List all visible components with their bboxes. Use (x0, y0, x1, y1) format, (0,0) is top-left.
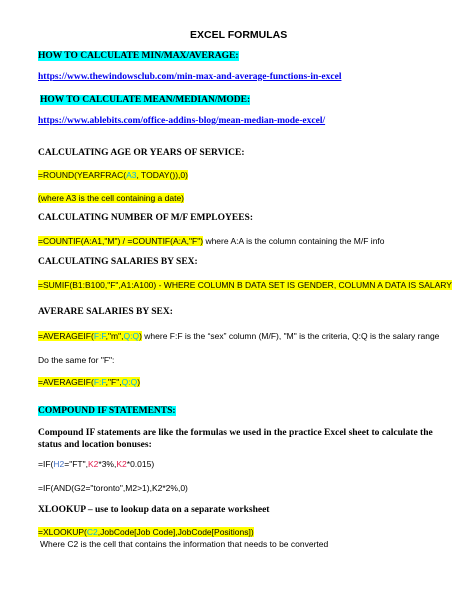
avgif-same-text: Do the same for "F": (38, 355, 115, 365)
count-note: where A:A is the column containing the M/F info (203, 236, 385, 246)
compound-formula-2: =IF(AND(G2="toronto",M2>1),K2*2%,0) (38, 483, 188, 493)
compound-formula-1: =IF(H2="FT",K2*3%,K2*0.015) (38, 459, 155, 469)
avgif-line (38, 331, 439, 341)
xlookup-note: Where C2 is the cell that contains the information that needs to be converted (40, 539, 329, 549)
sumif-heading: CALCULATING SALARIES BY SEX: (38, 257, 198, 267)
count-heading: CALCULATING NUMBER OF M/F EMPLOYEES: (38, 213, 253, 223)
compound-intro-2: status and location bonuses: (38, 440, 152, 450)
compound-intro-1: Compound IF statements are like the formulas we used in the practice Excel sheet to calculate the (38, 428, 433, 438)
min-max-heading: HOW TO CALCULATE MIN/MAX/AVERAGE: (38, 51, 239, 61)
page-title: EXCEL FORMULAS (190, 29, 288, 41)
mean-median-heading: HOW TO CALCULATE MEAN/MEDIAN/MODE: (40, 95, 251, 105)
avgif-formula-f: =AVERAGEIF(F:F,"F",Q:Q) (38, 377, 141, 387)
mean-median-link[interactable]: https://www.ablebits.com/office-addins-blog/mean-median-mode-excel/ (38, 116, 326, 126)
age-note: (where A3 is the cell containing a date) (38, 193, 185, 203)
avgif-note: where F:F is the “sex” column (M/F), "M" is the criteria, Q:Q is the salary range (141, 331, 440, 341)
avgif-heading: AVERARE SALARIES BY SEX: (38, 307, 173, 317)
compound-heading: COMPOUND IF STATEMENTS: (38, 406, 176, 416)
min-max-link[interactable]: https://www.thewindowsclub.com/min-max-and-average-functions-in-excel (38, 72, 342, 82)
count-formula: =COUNTIF(A:A1,"M") / =COUNTIF(A:A,"F") (38, 236, 204, 246)
count-line (38, 236, 385, 246)
avgif-formula-m: =AVERAGEIF(F:F,"m",Q:Q) (38, 331, 142, 341)
sumif-formula: =SUMIF(B1:B100,"F",A1:A100) - WHERE COLUMN B DATA SET IS GENDER, COLUMN A DATA IS SALARY (38, 280, 452, 290)
xlookup-heading: XLOOKUP – use to lookup data on a separate worksheet (38, 505, 270, 515)
age-heading: CALCULATING AGE OR YEARS OF SERVICE: (38, 148, 245, 158)
age-formula: =ROUND(YEARFRAC(A3, TODAY()),0) (38, 170, 188, 180)
xlookup-formula: =XLOOKUP(C2,JobCode[Job Code],JobCode[Positions]) (38, 527, 254, 537)
